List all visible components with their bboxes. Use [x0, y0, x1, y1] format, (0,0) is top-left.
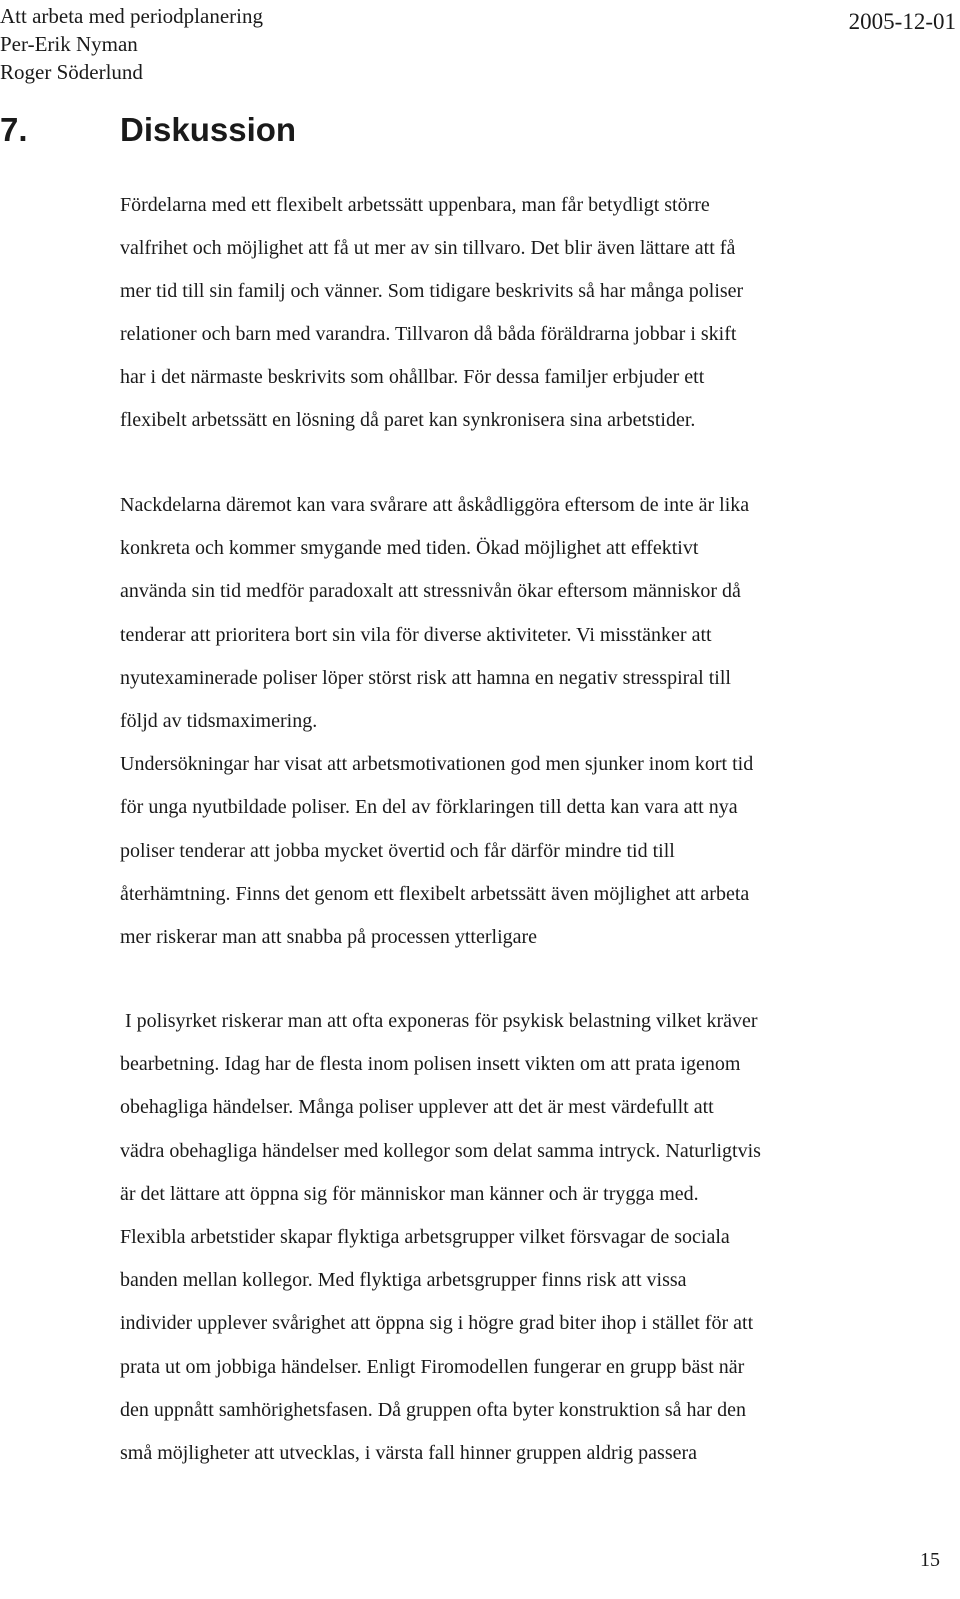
- text-line: prata ut om jobbiga händelser. Enligt Firomodellen fungerar en grupp bäst när: [120, 1355, 745, 1378]
- text-line: är det lättare att öppna sig för människor man känner och är trygga med.: [120, 1182, 699, 1205]
- text-line: den uppnått samhörighetsfasen. Då gruppen ofta byter konstruktion så har den: [120, 1398, 746, 1421]
- text-line: följd av tidsmaximering.: [120, 710, 318, 733]
- text-line: Undersökningar har visat att arbetsmotivationen god men sjunker inom kort tid: [120, 753, 754, 776]
- text-line: individer upplever svårighet att öppna sig i högre grad biter ihop i stället för att: [120, 1312, 754, 1335]
- text-line: I polisyrket riskerar man att ofta exponeras för psykisk belastning vilket kräver: [120, 1010, 758, 1032]
- text-line: mer riskerar man att snabba på processen ytterligare: [120, 926, 538, 949]
- section-number: 7.: [0, 111, 28, 148]
- text-line: poliser tenderar att jobba mycket övertid och får därför mindre tid till: [120, 839, 675, 862]
- page-number: 15: [920, 1549, 940, 1571]
- section-title: Diskussion: [120, 111, 297, 148]
- paragraph: [120, 484, 920, 959]
- running-header: [0, 2, 263, 86]
- paragraph: [120, 1000, 920, 1475]
- text-line: valfrihet och möjlighet att få ut mer av sin tillvaro. Det blir även lättare att få: [120, 237, 736, 259]
- text-line: Fördelarna med ett flexibelt arbetssätt uppenbara, man får betydligt större: [120, 194, 710, 216]
- text-line: nyutexaminerade poliser löper störst risk att hamna en negativ stresspiral till: [120, 666, 731, 689]
- text-line: Nackdelarna däremot kan vara svårare att åskådliggöra eftersom de inte är lika: [120, 494, 750, 516]
- text-line: mer tid till sin familj och vänner. Som tidigare beskrivits så har många poliser: [120, 280, 744, 302]
- text-line: tenderar att prioritera bort sin vila för diverse aktiviteter. Vi misstänker att: [120, 623, 712, 646]
- author-name: Per-Erik Nyman: [0, 32, 138, 56]
- text-line: bearbetning. Idag har de flesta inom polisen insett vikten om att prata igenom: [120, 1053, 741, 1076]
- paragraph: [120, 184, 920, 442]
- text-line: Flexibla arbetstider skapar flyktiga arbetsgrupper vilket försvagar de sociala: [120, 1226, 730, 1249]
- author-name: Roger Söderlund: [0, 60, 143, 84]
- document-date: 2005-12-01: [848, 9, 956, 34]
- text-line: har i det närmaste beskrivits som ohållbar. För dessa familjer erbjuder ett: [120, 366, 705, 388]
- text-line: återhämtning. Finns det genom ett flexibelt arbetssätt även möjlighet att arbeta: [120, 882, 750, 905]
- section-heading: [0, 108, 296, 152]
- document-title: Att arbeta med periodplanering: [0, 4, 263, 28]
- text-line: använda sin tid medför paradoxalt att stressnivån ökar eftersom människor då: [120, 580, 741, 603]
- text-line: för unga nyutbildade poliser. En del av förklaringen till detta kan vara att nya: [120, 796, 738, 819]
- text-line: små möjligheter att utvecklas, i värsta fall hinner gruppen aldrig passera: [120, 1442, 698, 1465]
- text-line: banden mellan kollegor. Med flyktiga arbetsgrupper finns risk att vissa: [120, 1269, 687, 1292]
- text-line: vädra obehagliga händelser med kollegor som delat samma intryck. Naturligtvis: [120, 1139, 761, 1162]
- text-line: konkreta och kommer smygande med tiden. Ökad möjlighet att effektivt: [120, 537, 699, 560]
- text-line: flexibelt arbetssätt en lösning då paret kan synkronisera sina arbetstider.: [120, 409, 696, 431]
- text-line: relationer och barn med varandra. Tillvaron då båda föräldrarna jobbar i skift: [120, 323, 737, 345]
- text-line: obehagliga händelser. Många poliser upplever att det är mest värdefullt att: [120, 1096, 714, 1119]
